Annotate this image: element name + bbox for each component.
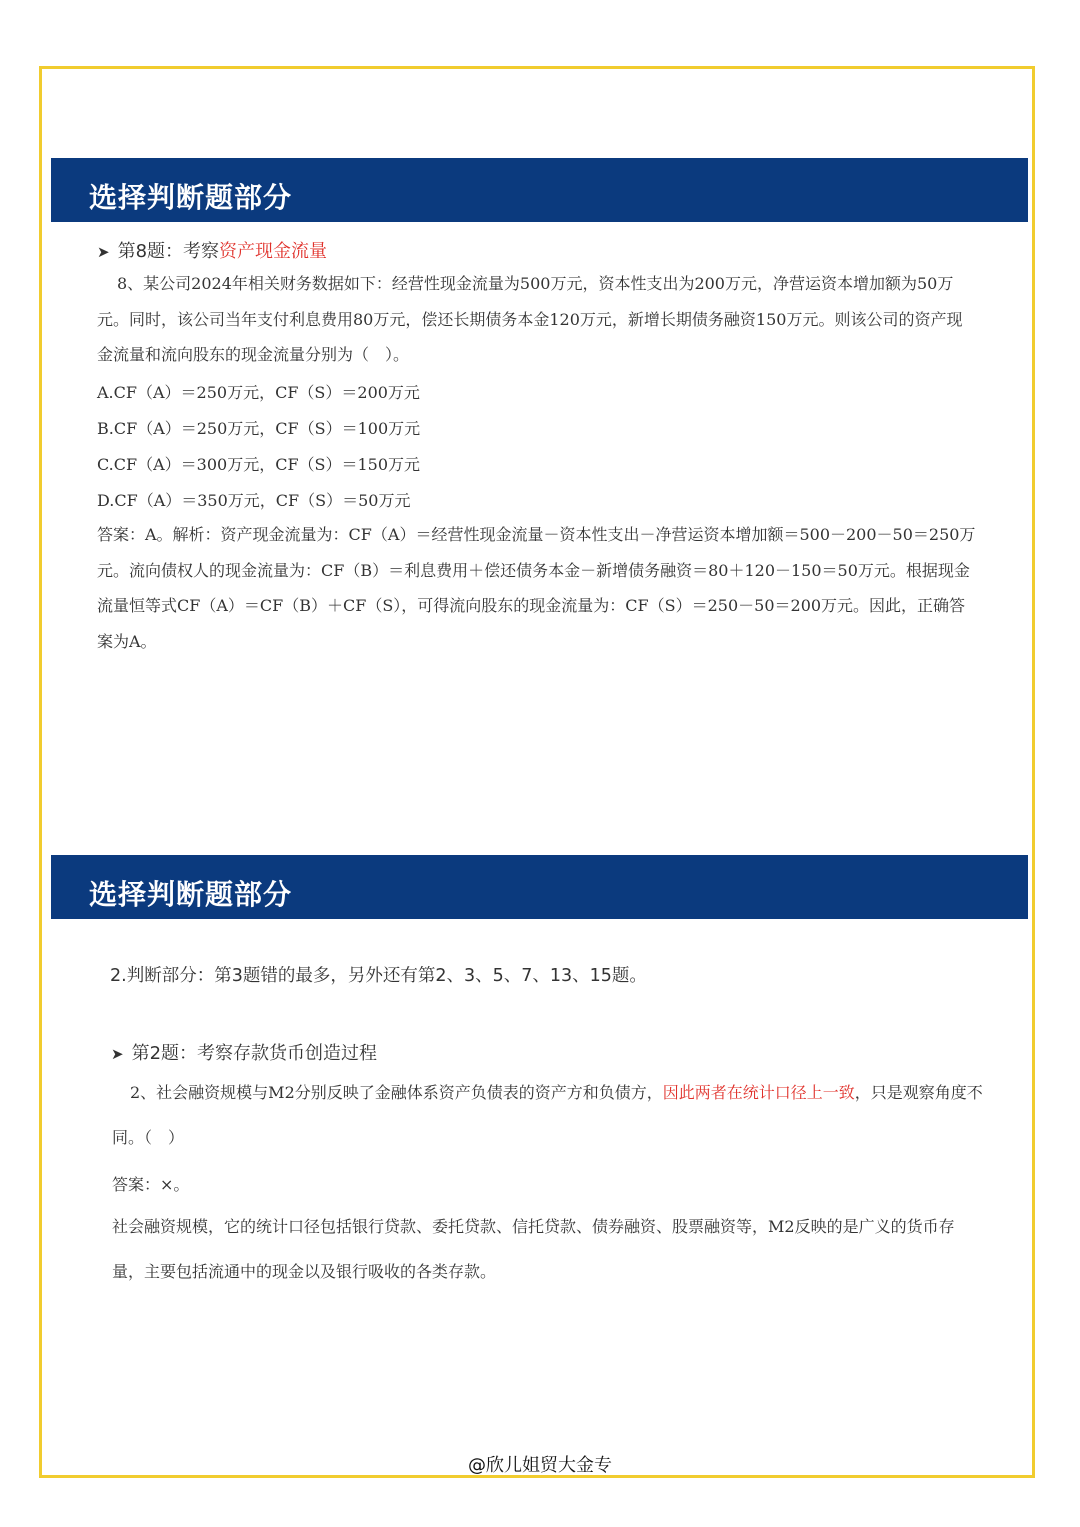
section-title-1: 选择判断题部分 — [89, 181, 293, 214]
question-2-tail: ，只是观察角度不同。（ ） — [112, 1083, 983, 1147]
topic-prefix: 第8题：考察 — [117, 241, 220, 262]
section-banner-2 — [51, 855, 1028, 919]
arrow-bullet-icon: ➤ — [97, 243, 110, 261]
topic-bullet-2 — [111, 1039, 377, 1065]
section-title-2: 选择判断题部分 — [89, 878, 293, 911]
section-banner-1 — [51, 158, 1028, 222]
topic-highlight: 资产现金流量 — [219, 241, 328, 262]
option-c: C.CF（A）＝300万元，CF（S）＝150万元 — [97, 455, 421, 474]
topic-bullet-1 — [97, 237, 327, 263]
question-2-text: 2、社会融资规模与M2分别反映了金融体系资产负债表的资产方和负债方， — [130, 1083, 663, 1102]
question-2 — [112, 1071, 984, 1160]
question-2-highlight: 因此两者在统计口径上一致 — [662, 1083, 855, 1102]
option-d: D.CF（A）＝350万元，CF（S）＝50万元 — [97, 491, 411, 510]
explanation-2: 社会融资规模，它的统计口径包括银行贷款、委托贷款、信托贷款、债券融资、股票融资等，M2反映的是广义的货币存量，主要包括流通中的现金以及银行吸收的各类存款。 — [112, 1217, 955, 1281]
answer-2: 答案：×。 — [112, 1175, 190, 1194]
question-8: 8、某公司2024年相关财务数据如下：经营性现金流量为500万元，资本性支出为200万元，净营运资本增加额为50万元。同时，该公司当年支付利息费用80万元，偿还长期债务本金120万元，新增长期债务融资150万元。则该公司的资产现金流量和流向股东的现金流量分别为（ ）。 — [97, 274, 963, 364]
option-b: B.CF（A）＝250万元，CF（S）＝100万元 — [97, 419, 421, 438]
judgement-note: 2.判断部分：第3题错的最多，另外还有第2、3、5、7、13、15题。 — [110, 966, 647, 986]
arrow-bullet-icon: ➤ — [111, 1045, 124, 1063]
topic-text-2: 第2题：考察存款货币创造过程 — [131, 1043, 378, 1064]
watermark-footer: @欣儿姐贸大金专 — [468, 1455, 612, 1476]
answer-explanation-8: 答案：A。解析：资产现金流量为：CF（A）＝经营性现金流量－资本性支出－净营运资本增加额＝500－200－50＝250万元。流向债权人的现金流量为：CF（B）＝利息费用＋偿还债务本金－新增债务融资＝80＋120－150＝50万元。根据现金流量恒等式CF（A）＝CF（B）＋CF（S），可得流向股东的现金流量为：CF（S）＝250－50＝200万元。因此，正确答案为A。 — [97, 525, 976, 651]
option-a: A.CF（A）＝250万元，CF（S）＝200万元 — [97, 383, 420, 402]
